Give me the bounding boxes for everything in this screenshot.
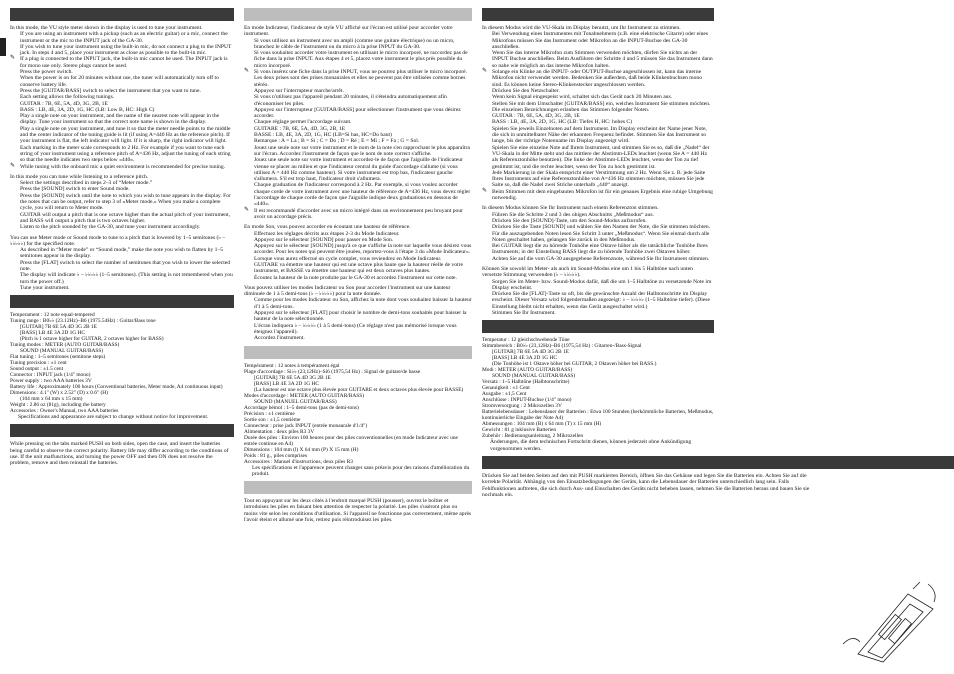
en-intro: In this mode, the VU style meter shown in the display is used to tune your instrument. xyxy=(10,25,203,31)
en-step-power: Press the power switch. xyxy=(20,69,73,76)
fr-flat-intro: Vous pouvez utiliser les modes Indicateur ou Son pour accorder l'instrument sur une hauteur diminuée de 1 à 5 demi-tons (♭ – ♭♭♭♭♭) pour la note donnée. xyxy=(244,284,451,298)
en-flat-step1: As described in “Meter mode” or “Sound mode,” make the note you wish to flatten by 1–5 semitones appear in the display. xyxy=(20,247,224,260)
spec-line: Accordage bémol : 1–5 demi-tons (pas de demi-tons) xyxy=(244,404,359,411)
fr-sound-step2: Appuyez sur le sélecteur [SOUND] pour passer en Mode Son. xyxy=(254,236,394,243)
en-step-select: Press the [GUITAR/BASS] switch to select the instrument that you want to tune. xyxy=(20,87,201,94)
spec-line: Dimensions : 104 mm (l) X 64 mm (P) X 15 mm (H) xyxy=(244,446,359,453)
fr-step-select: Appuyez sur l'interrupteur [GUITAR/BASS] pour sélectionner l'instrument que vous désirez accorder. xyxy=(254,106,461,120)
fr-flat-step2: Appuyez sur le sélecteur [FLAT] pour choisir le nombre de demi-tons souhaités pour baisser la hauteur de la note sélectionnée. xyxy=(254,310,467,323)
en-step-power-note: When the power is on for 20 minutes without use, the tuner will automatically turn off to conserve battery life. xyxy=(20,75,219,88)
en-warning-mic: ✎ While tuning with the onboard mic a quiet environment is recommended for precise tuning. xyxy=(10,164,234,170)
fr-sound-step3: Appuyez sur le sélecteur [SOUND] jusqu'à ce que s'affiche la note sur laquelle vous désirez vous accorder. Pour les notes qui peuvent être jouées, reportez-vous à l'étape 3 du «Mode Indicateur». Lorsque vous aurez effectué un cycle complet, vous reviendrez en Mode Indicateur. xyxy=(254,243,472,262)
spec-line: Connecteur : prise jack INPUT (entrée monaurale d'1/4") xyxy=(244,422,368,429)
spec-line: Connector : INPUT jack (1/4" mono) xyxy=(10,372,91,379)
en-guitar-notes: GUITAR : 7B, 6E, 5A, 4D, 3G, 2B, 1E xyxy=(20,100,108,107)
de-sound-intro: In diesem Modus können Sie Ihr Instrument nach einem Referenzton stimmen. xyxy=(482,205,659,212)
fr-sound-step1: Effectuez les réglages décrits aux étapes 2-3 du Mode Indicateur. xyxy=(254,230,400,237)
hand-right xyxy=(928,584,935,602)
de-bass-notes: BASS : LB, 4E, 3A, 2D, 1G, HC (LB: Tiefes H, HC: hohes C) xyxy=(492,119,633,126)
de-spec-note: Änderungen, die dem technischen Fortschritt dienen, können jederzeit ohne Ankündigung vorgenommen werden. xyxy=(490,439,692,452)
compartment-outline xyxy=(868,604,923,658)
fr-remark: Remarque : A = La ; B = Si ; C = Do ; D = Ré ; E = Mi ; F = Fa ; G = Sol. xyxy=(254,138,420,145)
de-guitar-notes: GUITAR : 7B, 6E, 5A, 4D, 3G, 2B, 1E xyxy=(492,113,580,120)
case-outline xyxy=(858,594,933,662)
en-battery-text: While pressing on the tabs marked PUSH on both sides, open the case, and insert the batteries being careful to observe the correct polarity. Battery life may differ according to the conditions of use. If the unit malfunctions, and turning the power OFF and then ON does not resolve the problem, remove and then reinstall the batteries. xyxy=(10,441,229,467)
spec-line: [BASS] LB 4E 3A 2D 1G HC xyxy=(254,380,319,387)
spec-line: Zubehör : Bedienungsanleitung, 2 Mikrozellen xyxy=(482,433,584,440)
fr-flat-step3: L'écran indiquera ♭ – ♭♭♭♭♭ (1 à 5 demi-tons) (Ce réglage n'est pas mémorisé lorsque vous éteignez l'appareil). xyxy=(254,322,457,335)
de-step-select: Stellen Sie mit dem Umschalter [GUITAR/BASS] ein, welches Instrument Sie stimmen möchten. xyxy=(492,100,711,107)
en-flat-intro: You can use Meter mode or Sound mode to tune to a pitch that is lowered by 1–5 semitones (♭ – ♭♭♭♭♭) for the specified note. xyxy=(10,234,226,247)
spec-line: Tuning precision : ±1 cent xyxy=(10,360,67,367)
spec-line: Poids : 81 g., piles comprises xyxy=(244,452,308,459)
header-battery-en xyxy=(10,424,234,437)
spec-line: Stromversorgung : 2 Mikrozellen 3V xyxy=(482,403,562,410)
de-step-power: Drücken Sie den Netzschalter. xyxy=(492,87,560,94)
spec-line: Tuning range : B0♭♭ (23.12Hz)–B6 (1975.54Hz) : Guitar/Bass tone xyxy=(10,318,156,325)
en-sound-step2: Press the [SOUND] switch to enter Sound mode. xyxy=(20,186,130,193)
fr-step-play: Jouez une seule note sur votre instrument et le nom de la note s'en rapprochant le plus apparaîtra sur l'écran. Accordez l'instrument de façon que le nom de note correct s'affiche. xyxy=(254,144,470,157)
spec-line: (La hauteur est une octave plus élevée pour GUITARE et deux octaves plus élevée pour BASSE) xyxy=(254,386,464,393)
en-step-select-note: Each setting allows the following tunings. xyxy=(20,94,115,101)
spec-line: Batterielebensdauer : Lebensdauer der Batterien : Etwa 100 Stunden (herkömmliche Batterien, Meßmodus, kontinuierliche Eingabe der Note A4) xyxy=(482,409,714,422)
spec-line: (104 mm x 64 mm x 15 mm) xyxy=(20,396,83,403)
de-sound-step3-note: Bei GUITAR liegt die zu hörende Tonhöhe eine Oktave höher als die tatsächliche Tonhöhe Ihres Instruments; in der Einstellung BASS liegt die zu hörende Tonhöhe zwei Oktaven höher. xyxy=(492,243,708,256)
de-sound-step2: Drücken Sie den [SOUND]-Taste, um den Sound-Modus aufzurufen. xyxy=(492,217,647,224)
de-flat-step3: Stimmen Sie Ihr Instrument. xyxy=(492,310,556,317)
fr-warning-mic: ✎ Il est recommandé d'accorder avec un micro intégré dans un environnement peu bruyant pour avoir un accordage précis. xyxy=(244,208,472,221)
en-warning-input: ✎ If a plug is connected to the INPUT jack, the built-in mic cannot be used. The INPUT jack is for mono use only. Stereo plugs cannot be used. xyxy=(10,56,234,69)
header-meter-mode-fr xyxy=(244,8,472,21)
fr-flat-step4: Accordez l'instrument. xyxy=(254,335,305,342)
fr-battery-text: Tout en appuyant sur les deux côtés à l'endroit marqué PUSH (pousser), ouvrez le boîtier et introduisez les piles en faisant bien attention de respecter la polarité. Les piles s'usèront plus ou moins vite selon les conditions d'utilisation. Si l'appareil ne fonctionne pas correctement, même après l'avoir éteint et allumé une fois, retirez puis réintroduisez les piles. xyxy=(244,498,472,524)
spec-line: Alimentation : deux piles R3 3V xyxy=(244,428,315,435)
spec-line: [GUITAR] 7B 6E 5A 4D 3G 2B 1E xyxy=(254,374,331,381)
en-flat-step4: Tune your instrument. xyxy=(20,284,70,291)
fr-step-tune-note: Chaque graduation de l'indicateur correspond à 2 Hz. Par exemple, si vous voulez accorder chaque corde de votre instrument avec une hauteur de référence de A=436 Hz, vous devez régler l'accordage de chaque corde de façon que l'aiguille indique deux graduations en dessous de «440». xyxy=(254,182,471,208)
spec-line: Genauigkeit : ±1 Cent xyxy=(482,385,530,392)
de-step-power-note: Wenn kein Signal eingespeist wird, schaltet sich das Gerät nach 20 Minuten aus. xyxy=(492,94,673,101)
spec-line: Weight : 2.86 oz (81g), including the battery xyxy=(10,402,106,409)
fr-spec-list xyxy=(244,363,472,465)
fr-sound-step4: Écoutez la hauteur de la note produite par le GA-30 et accordez l'instrument sur cette note. xyxy=(254,274,457,281)
spec-line: Flat tuning : 1–5 semitones (semitone steps) xyxy=(10,354,106,361)
arrow-push xyxy=(913,582,920,589)
spec-line: Versatz : 1–5 Halbtöne (Halbtonschritte) xyxy=(482,379,570,386)
en-sound-step3: Press the [SOUND] switch until the note to which you wish to tune appears in the display. For the notes that can be output, refer to step 3 of «Meter mode.» When you make a complete cycle, you will return to Meter mode. xyxy=(20,192,231,212)
header-specifications-fr xyxy=(244,346,472,359)
en-step-tune: Play a single note on your instrument, and tune it so that the meter needle points to the middle and the center indicator of the tuning guide is lit (if using A=440 Hz as the reference pitch). If your instrument is flat, the left indicator will light. If it is sharp, the right indicator will light. xyxy=(20,125,231,145)
spec-line: Modes d'accordage : METER (AUTO GUITAR/BASS) xyxy=(244,392,365,399)
fr-guitar-notes: GUITARE : 7B, 6E, 5A, 4D, 3G, 2B, 1E xyxy=(254,125,346,132)
spec-line: SOUND (MANUAL GUITAR/BASS) xyxy=(20,348,104,355)
spec-line: Power supply : two AAA batteries 3V xyxy=(10,378,92,385)
fr-step-power-note: Si vous n'utilisez pas l'appareil pendant 20 minutes, il s'éteindra automatiquement afin d'économiser les piles. xyxy=(254,94,447,107)
de-battery-text: Drücken Sie auf beiden Seiten auf den mit PUSH markierten Bereich, öffnen Sie das Gehäuse und legen Sie die Batterien ein. Achten Sie auf die korrekte Polarität. Abhängig von den Einsatzbedingungen der Geräts, kann die Lebensdauer der Batterien unterschiedlich lang sein. Falls Fehlfunktionen auftreten, die sich durch Aus- und Einschalten des Geräts nicht beheben lassen, nehmen Sie die Batterien heraus und bauen Sie sie nochmals ein. xyxy=(482,472,810,498)
fr-intro: En mode Indicateur, l'indicateur de style VU affiché sur l'écran est utilisé pour accorder votre instrument. xyxy=(244,25,453,38)
spec-line: Durée des piles : Environ 100 heures pour des piles conventionnelles (en mode Indicateur avec une entrée continue en A4) xyxy=(244,434,458,447)
de-intro: In diesem Modus wird die VU-Skala im Display benutzt, um Ihr Instrument zu stimmen. xyxy=(482,25,681,31)
spec-line: Gewicht : 81 g inklusive Batterien xyxy=(482,427,557,434)
spec-line: Ausgabe : ±1,5 Cent xyxy=(482,391,527,398)
en-step-tune-note: Each marking in the meter scale corresponds to 2 Hz. For example if you want to tune each string of your instrument using a reference pitch of A=436 Hz, adjust the tuning of each string so that the needle indicates two steps below «440». xyxy=(20,144,231,164)
spec-line: Tuning modes : METER (AUTO GUITAR/BASS) xyxy=(10,342,120,349)
de-warning-input: ✎ Solange ein Klinke an die INPUT- oder OUTPUT-Buchse angeschlossen ist, kann das interne Mikrofon nicht verwendet werden. Bedenken Sie außerdem, daß beide Klinkenbuchsen mono sind. Es können keine Stereo-Klinkenstecker angeschlossen werden. xyxy=(482,69,714,88)
spec-line: (Die Tonhöhe ist 1 Oktave höher bei GUITAR, 2 Oktaven höher bei BASS.) xyxy=(492,361,657,368)
de-step-play: Spielen Sie jeweils Einzelnoten auf dem Instrument. Im Display erscheint der Name jener Note, die sich in unmittelbarer Nähe der erkannten Frequenz befindet. Stimmen Sie das Instrument so lange, bis der richtige Notenname im Display angezeigt wird. xyxy=(492,125,707,145)
fr-step-mic: Si vous souhaitez accorder votre instrument en utilisant le micro incorporé, ne raccordez pas de fiche dans la prise INPUT. Aux étapes 4 et 5, placez votre instrument le plus près possible du micro incorporé. xyxy=(254,50,468,69)
header-battery-de xyxy=(482,456,954,469)
fr-step-tune: Jouez une seule note sur votre instrument et accordez-le de façon que l'aiguille de l'indicateur vienne se placer au milieu et que l'indicateur central du guide d'accordage s'allume (si vous utilisez A = 440 Hz comme hauteur). Si votre instrument est trop bas, l'indicateur gauche s'allumera. S'il est trop haut, l'indicateur droit s'allumera. xyxy=(254,157,463,183)
spec-line: [GUITAR] 7B 6E 5A 4D 3G 2B 1E xyxy=(492,349,569,356)
de-sound-step4: Achten Sie auf die vom GA-30 ausgegebene Referenznote, während Sie Ihr Instrument stimmen. xyxy=(492,255,710,262)
spec-line: Temperatur : 12 gleichschwebende Töne xyxy=(482,337,570,344)
de-flat-intro: Können Sie sowohl im Meter- als auch im Sound-Modus eine um 1 bis 5 Halbtöne nach unten versetzte Stimmung verwenden (♭ – ♭♭♭♭♭). xyxy=(482,265,693,279)
spec-line: Sound output : ±1.5 cent xyxy=(10,366,64,373)
fr-sound-step3-note: GUITARE va émettre une hauteur qui est une octave plus haute que la hauteur réelle de votre instrument, et BASSE va émettre une hauteur qui est deux octaves plus hautes. xyxy=(254,261,463,275)
hand-left xyxy=(843,638,860,644)
en-step-input: If you are using an instrument with a pickup (such as an electric guitar) or a mic, connect the instrument or the mic to the INPUT jack of the GA-30. xyxy=(20,31,228,44)
spec-line: [GUITAR] 7B 6E 5A 4D 3G 2B 1E xyxy=(20,324,97,331)
spec-line: Précision : ±1 centième xyxy=(244,410,295,417)
spec-line: SOUND (MANUAL GUITAR/BASS) xyxy=(492,373,576,380)
header-meter-mode-en xyxy=(10,8,234,21)
spec-line: [BASS] LB 4E 3A 2D 1G HC xyxy=(492,355,557,362)
fr-spec-note: Les spécifications et l'apparence peuvent changer sans préavis pour des raisons d'amélioration du produit. xyxy=(252,464,470,477)
fr-sound-intro: En mode Son, vous pouvez accorder en écoutant une hauteur de référence. xyxy=(244,224,411,231)
fr-step-input: Si vous utilisez un instrument avec un ampli (comme une guitare électrique) ou un micro, branchez le câble de l'instrument ou du micro à la prise INPUT du GA-30. xyxy=(254,37,455,50)
fr-step-select-note: Chaque réglage permet l'accordage suivant. xyxy=(254,119,352,126)
spec-line: Abmessungen : 104 mm (B) x 64 mm (T) x 15 mm (H) xyxy=(482,421,602,428)
en-step-mic: If you wish to tune your instrument using the built-in mic, do not connect a plug to the INPUT jack. In steps 4 and 5, place your instrument as close as possible to the built-in mic. xyxy=(20,43,232,57)
de-sound-step1: Führen Sie die Schritte 2 und 3 des obigen Abschnitts „Meßmodus“ aus. xyxy=(492,211,654,218)
de-spec-list xyxy=(482,337,714,439)
spec-line: Sortie son : ±1,5 centième xyxy=(244,416,301,423)
fr-flat-step1: Comme pour les modes Indicateur ou Son, affichez la note dont vous souhaitez baisser la hauteur d'1 à 5 demi-tons. xyxy=(254,297,472,310)
de-warning-mic: ✎ Beim Stimmen mit dem eingebauten Mikrofon ist für ein genaues Ergebnis eine ruhige Umgebung notwendig. xyxy=(482,189,714,202)
de-flat-step1: Sorgen Sie im Meter- bzw. Sound-Modus dafür, daß die um 1–5 Halbtöne zu versetzende Note im Display erscheint. xyxy=(492,278,712,291)
en-spec-note: Specifications and appearance are subject to change without notice for improvement. xyxy=(18,414,209,421)
de-step-select-note: Die einzelnen Bezeichnungen erlauben das Stimmen folgender Noten. xyxy=(492,106,650,113)
spec-line: Battery life : Approximately 100 hours (Conventional batteries, Meter mode, A4 continuous input) xyxy=(10,384,223,391)
spec-line: Plage d'accordage : Si♭♭ (23,12Hz)–Si6 (1975,54 Hz) : Signal de guitare/de basse xyxy=(244,368,421,375)
en-flat-step2: Press the [FLAT] switch to select the number of semitones that you wish to lower the selected note. xyxy=(20,259,231,272)
language-tab-marker xyxy=(0,38,6,56)
en-flat-step3: The display will indicate ♭ – ♭♭♭♭♭ (1–5 semitones). (This setting is not remembered when you turn the power off.) xyxy=(20,272,233,285)
spec-line: Dimensions : 4.1" (W) x 2.52" (D) x 0.6" (H) xyxy=(10,390,108,397)
fr-step-power: Appuyez sur l'interrupteur marche/arrêt. xyxy=(254,87,344,94)
en-sound-step3-note: GUITAR will output a pitch that is one octave higher than the actual pitch of your instrument, and BASS will output a pitch that is two octaves higher. xyxy=(20,211,231,224)
spec-line: Accessories : Owner's Manual, two AAA batteries xyxy=(10,408,119,415)
en-bass-notes: BASS : LB, 4E, 3A, 2D, 1G, HC (LB: Low B, HC: High C) xyxy=(20,106,155,113)
spec-line: Modi : METER (AUTO GUITAR/BASS) xyxy=(482,367,573,374)
de-step-input: Bei Verwendung eines Instrumentes mit Tonabnehmern (z.B. eine elektrische Gitarre) oder eines Mikrofons müssen Sie das Instrument oder Mikrofon an die INPUT-Buchse des GA-30 anschließen. xyxy=(492,31,709,50)
spec-line: Temperament : 12 note equal-tempered xyxy=(10,312,95,319)
spec-line: SOUND (MANUEL GUITAR/BASS) xyxy=(254,398,337,405)
de-sound-step3: Drücken Sie die Taste [SOUND] und wählen Sie den Namen der Note, die Sie stimmen möchten. Für die auszugebenden Noten lesen Sie Schritt 3 unter „Meßmodus“. Wenn Sie einmal durch alle Noten geschaltet haben, gelangen Sie zurück in den Meßmodus. xyxy=(492,224,711,243)
header-specifications-de xyxy=(482,320,714,333)
spec-line: Stimmbereich : B0♭♭ (23,12Hz)–B6 (1975,54 Hz) : Gitarren-/Bass-Signal xyxy=(482,343,642,350)
en-step-play: Play a single note on your instrument, and the name of the nearest note will appear in the display. Tune your instrument so that the correct note name is shown in the display. xyxy=(20,113,220,126)
de-step-tune: Spielen Sie eine einzelne Note auf Ihrem Instrument, und stimmen Sie es so, daß die „Nadel“ der VU-Skala in der Mitte steht und das mittlere der Abstimm-LEDs leuchtet (wenn Sie A = 440 Hz als Referenztonhöhe benutzen). Die linke der Abstimm-LEDs leuchtet, wenn der Ton zu tief gestimmt ist, und die rechte leuchtet, wenn der Ton zu hoch gestimmt ist. xyxy=(492,144,710,170)
battery-illustration xyxy=(838,574,948,664)
en-sound-step4: Listen to the pitch sounded by the GA-30, and tune your instrument accordingly. xyxy=(20,224,201,231)
spec-line: (Pitch is 1 octave higher for GUITAR, 2 octaves higher for BASS) xyxy=(20,336,164,343)
spec-line: Accessoires : Manuel d'instructions, deux piles R3 xyxy=(244,458,353,465)
de-step-tune-note: Jede Markierung in der Skala entspricht einer Verstimmung um 2 Hz. Wenn Sie z. B. jede Saite Ihres Instruments auf eine Referenztonhöhe von A=436 Hz stimmen möchten, müssen Sie jede Saite so, daß die Nadel zwei Striche unterhalb „440“ anzeigt. xyxy=(492,169,706,189)
header-meter-mode-de xyxy=(482,8,714,21)
column-english xyxy=(10,8,234,467)
spec-line: Anschlüsse : INPUT-Buchse (1/4" mono) xyxy=(482,397,572,404)
de-step-mic: Wenn Sie das interne Mikrofon zum Stimmen verwenden möchten, dürfen Sie nichts an der INPUT Buchse anschließen. Beim Ausführen der Schritte 4 und 5 müssen Sie das Instrument dann so nahe wie möglich an das interne Mikrofon halten. xyxy=(492,50,713,69)
spec-line: Tempérament : 12 notes à tempérament égal xyxy=(244,362,340,369)
column-german xyxy=(482,8,810,498)
en-spec-list xyxy=(10,312,234,414)
en-sound-step1: Select the settings described in steps 2–3 of “Meter mode.” xyxy=(20,180,153,187)
fr-bass-notes: BASSE : LB, 4E, 3A, 2D, 1G, HC (LB=Si bas, HC=Do haut) xyxy=(254,132,392,139)
de-flat-step2: Drücken Sie die [FLAT]-Taste so oft, bis die gewünschte Anzahl der Halbtonschritte im Display erscheint. Dieser Versatz wird folgendermaßen angezeigt: ♭ – ♭♭♭♭♭ (1–5 Halbtöne tiefer). (Diese Einstellung bleibt nicht erhalten, wenn das Gerät ausgeschaltet wird.) xyxy=(492,291,710,310)
column-french xyxy=(244,8,472,523)
spec-line: [BASS] LB 4E 3A 2D 1G HC xyxy=(20,330,85,337)
fr-warning-input: ✎ Si vous insérez une fiche dans la prise INPUT, vous ne pourrez plus utiliser le micro incorporé. Les deux prises sont des prises monaurales et elles ne peuvent pas être utilisées comme bornes stéréo. xyxy=(244,69,472,88)
en-sound-intro: In this mode you can tune while listening to a reference pitch. xyxy=(10,173,149,180)
header-specifications-en xyxy=(10,295,234,308)
header-battery-fr xyxy=(244,481,472,494)
